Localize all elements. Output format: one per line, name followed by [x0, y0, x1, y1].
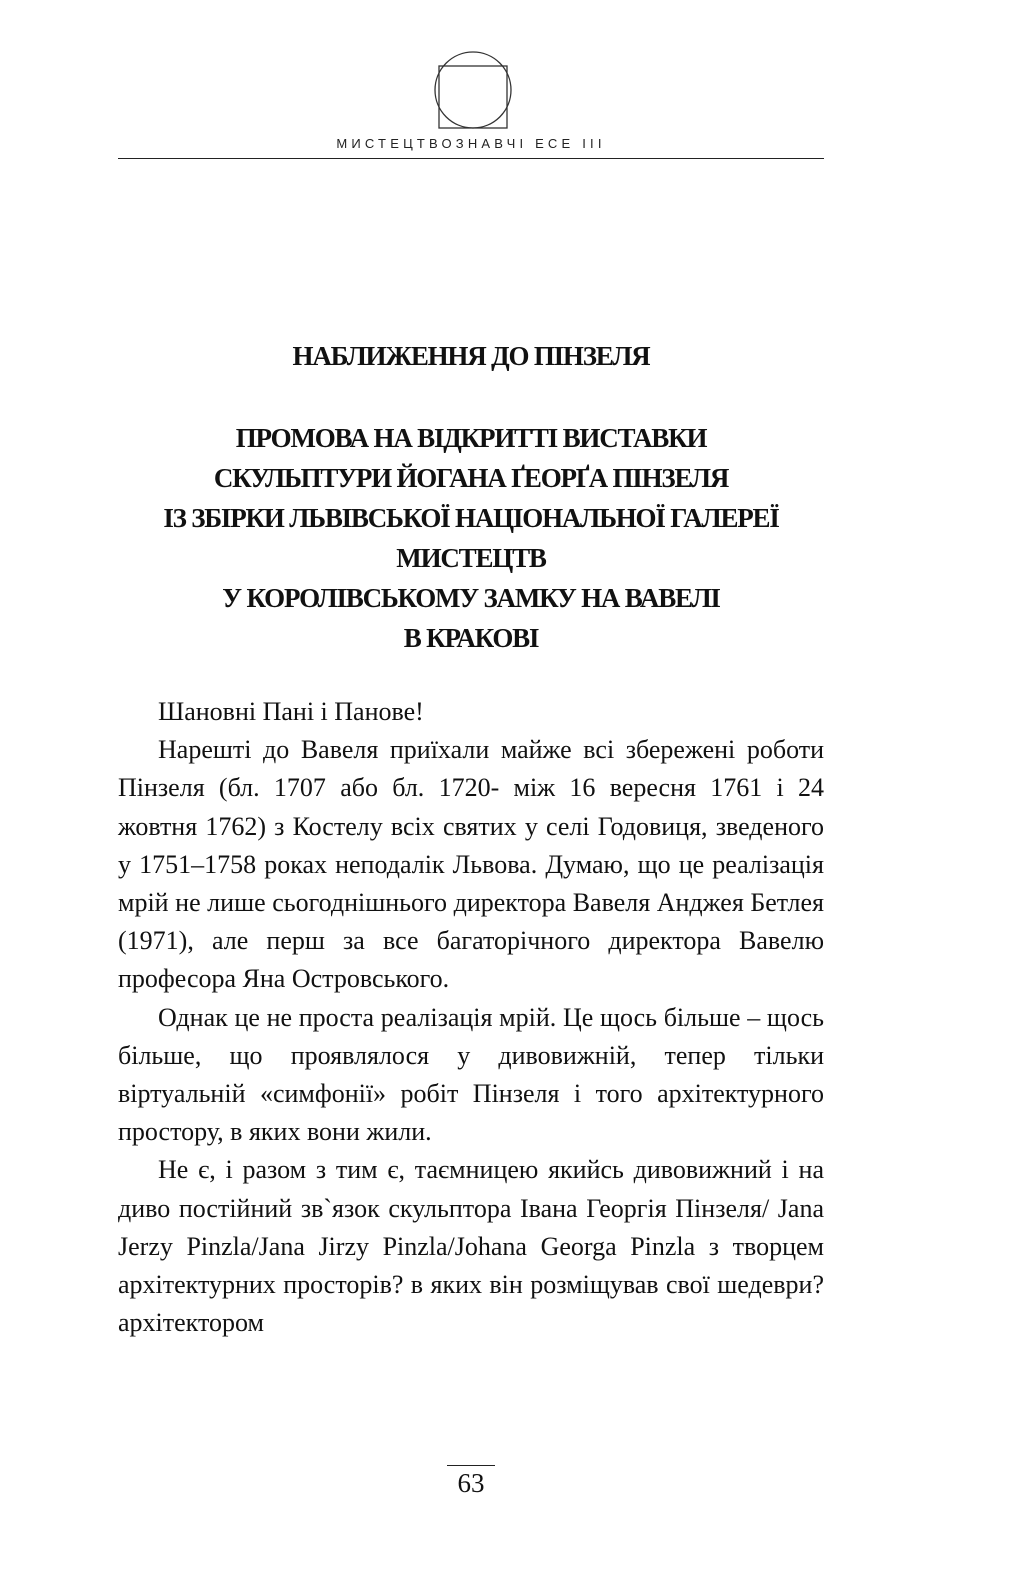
- body-paragraph: Не є, і разом з тим є, таємницею якийсь дивовижний і на диво постійний зв`язок скульптора Івана Георгія Пінзеля/ Jana Jerzy Pinzla/Jana Jirzy Pinzla/Johana Georga Pinzla з творцем архітектурних просторів? в яких він розміщував свої шедеври? архітектором: [118, 1155, 824, 1338]
- body-text: [118, 693, 824, 1342]
- header-rule: [118, 158, 824, 159]
- body-paragraph-greeting: Шановні Пані і Панове!: [158, 697, 424, 726]
- subtitle-line: СКУЛЬПТУРИ ЙОГАНА ҐЕОРҐА ПІНЗЕЛЯ: [213, 463, 729, 493]
- page-number: 63: [447, 1465, 495, 1498]
- running-header: МИСТЕЦТВОЗНАВЧІ ЕСЕ ІІІ: [336, 136, 606, 151]
- subtitle-line: У КОРОЛІВСЬКОМУ ЗАМКУ НА ВАВЕЛІ: [222, 583, 720, 613]
- chapter-title: НАБЛИЖЕННЯ ДО ПІНЗЕЛЯ: [292, 341, 650, 371]
- subtitle-line: ПРОМОВА НА ВІДКРИТТІ ВИСТАВКИ: [235, 423, 707, 453]
- body-paragraph: Однак це не проста реалізація мрій. Це щось більше – щось більше, що проявлялося у дивовижній, тепер тільки віртуальній «симфонії» робіт Пінзеля і того архітектурного простору, в яких вони жили.: [118, 1002, 824, 1147]
- subtitle-line: ІЗ ЗБІРКИ ЛЬВІВСЬКОЇ НАЦІОНАЛЬНОЇ ГАЛЕРЕЇ: [163, 503, 779, 533]
- chapter-subtitle: [118, 418, 824, 658]
- subtitle-line: В КРАКОВІ: [403, 623, 539, 653]
- body-paragraph: Нарешті до Вавеля приїхали майже всі збережені роботи Пінзеля (бл. 1707 або бл. 1720- між 16 вересня 1761 і 24 жовтня 1762) з Костелу всіх святих у селі Годовиця, зведеного у 1751–1758 роках неподалік Львова. Думаю, що це реалізація мрій не лише сьогоднішнього директора Вавеля Анджея Бетлея (1971), але перш за все багаторічного директора Вавелю професора Яна Островського.: [118, 735, 824, 994]
- circle-square-emblem-icon: [433, 50, 513, 130]
- subtitle-line: МИСТЕЦТВ: [396, 543, 546, 573]
